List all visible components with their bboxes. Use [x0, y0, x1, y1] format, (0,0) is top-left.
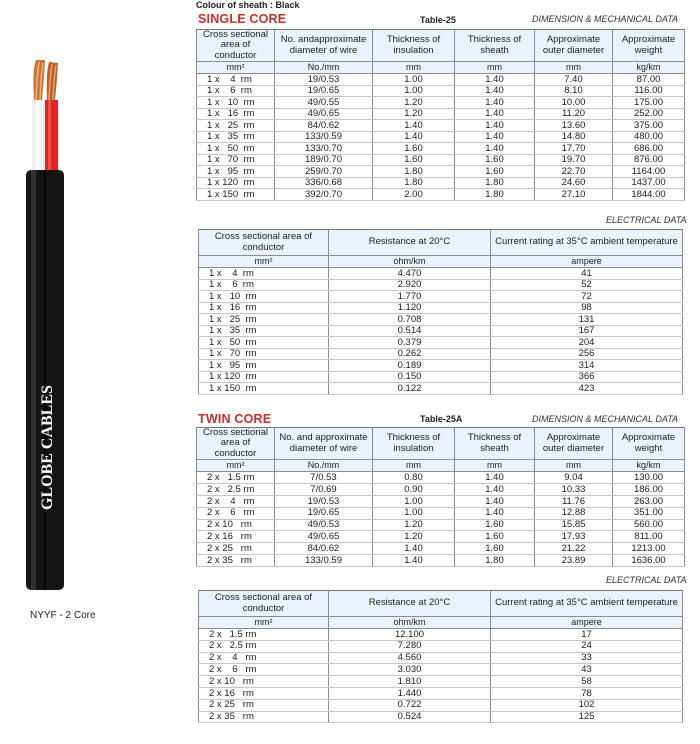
table-cell: 1.810	[329, 676, 491, 688]
table-row	[199, 325, 683, 337]
table-cell: 392/0.70	[275, 189, 373, 201]
table-cell: 2 x 4 rm	[197, 495, 275, 507]
table-cell: 1.20	[373, 519, 455, 531]
table-cell: 1.40	[455, 85, 535, 97]
table-row	[197, 108, 685, 120]
table-cell: 72	[491, 291, 683, 303]
table-cell: 252.00	[613, 108, 685, 120]
header-current-rating: Current rating at 35°C ambient temperature	[491, 230, 683, 256]
table-cell: 10.00	[535, 97, 613, 109]
table-cell: 125	[491, 711, 683, 723]
table-cell: 204	[491, 337, 683, 349]
table-row	[199, 302, 683, 314]
table-cell: 0.189	[329, 360, 491, 372]
table-cell: 8.10	[535, 85, 613, 97]
table-row	[197, 154, 685, 166]
table-row	[197, 495, 685, 507]
table-cell: 1 x 50 rm	[197, 143, 275, 155]
table-cell: 1.40	[455, 484, 535, 496]
table-cell: 2 x 1.5 rm	[199, 629, 329, 641]
table-cell: 1 x 35 rm	[199, 325, 329, 337]
table-cell: 133/0.59	[275, 131, 373, 143]
table-cell: 12.88	[535, 507, 613, 519]
cable-caption: NYYF - 2 Core	[30, 610, 96, 621]
table-row	[199, 383, 683, 395]
twin-core-electrical-table	[198, 590, 683, 723]
table-cell: 102	[491, 699, 683, 711]
table-cell: 1437.00	[613, 177, 685, 189]
sheath-colour-note: Colour of sheath : Black	[196, 0, 300, 10]
table-cell: 4.470	[329, 268, 491, 280]
table-cell: 1.20	[373, 97, 455, 109]
single-core-electrical-table	[198, 229, 683, 395]
table-cell: 0.708	[329, 314, 491, 326]
header-sheath: Thickness of sheath	[455, 428, 535, 460]
table-cell: 11.20	[535, 108, 613, 120]
table-cell: 1.40	[455, 74, 535, 86]
table-row	[199, 314, 683, 326]
table-cell: 1.770	[329, 291, 491, 303]
table-cell: 17.93	[535, 531, 613, 543]
table-cell: 1 x 6 rm	[199, 279, 329, 291]
table-cell: 19/0.65	[275, 85, 373, 97]
table-cell: 2 x 1.5 rm	[197, 472, 275, 484]
table-cell: 1.40	[455, 108, 535, 120]
table-cell: 1 x 10 rm	[197, 97, 275, 109]
table-cell: 336/0.68	[275, 177, 373, 189]
table-row	[199, 348, 683, 360]
table-cell: 130.00	[613, 472, 685, 484]
table-cell: 12.100	[329, 629, 491, 641]
table-cell: 1.60	[455, 531, 535, 543]
unit-cell: No./mm	[275, 62, 373, 74]
table-cell: 0.122	[329, 383, 491, 395]
table-cell: 1164.00	[613, 166, 685, 178]
table-row	[197, 131, 685, 143]
table-cell: 1.80	[455, 177, 535, 189]
table-cell: 116.00	[613, 85, 685, 97]
table-cell: 2.00	[373, 189, 455, 201]
table-cell: 2 x 4 rm	[199, 652, 329, 664]
unit-cell: kg/km	[613, 62, 685, 74]
table-row	[197, 189, 685, 201]
table-cell: 1.40	[455, 472, 535, 484]
table-cell: 2 x 16 rm	[199, 687, 329, 699]
twin-core-electrical-label: ELECTRICAL DATA	[606, 575, 687, 585]
single-core-mechanical-table	[196, 29, 685, 201]
table-row	[199, 664, 683, 676]
table-cell: 0.262	[329, 348, 491, 360]
table-cell: 2 x 25 rm	[199, 699, 329, 711]
single-core-title: SINGLE CORE	[198, 12, 287, 26]
table-cell: 19/0.53	[275, 74, 373, 86]
header-weight: Approximate weight	[613, 428, 685, 460]
table-row	[197, 519, 685, 531]
table-cell: 560.00	[613, 519, 685, 531]
table-row	[199, 629, 683, 641]
table-cell: 41	[491, 268, 683, 280]
table-cell: 22.70	[535, 166, 613, 178]
table-cell: 1.40	[373, 120, 455, 132]
header-weight: Approximate weight	[613, 30, 685, 62]
unit-cell: mm²	[199, 256, 329, 268]
table-cell: 480.00	[613, 131, 685, 143]
table-cell: 15.85	[535, 519, 613, 531]
table-row	[199, 687, 683, 699]
twin-core-title: TWIN CORE	[198, 412, 272, 426]
table-cell: 1636.00	[613, 554, 685, 566]
cable-illustration	[12, 60, 70, 590]
header-outer-diameter: Approximate outer diameter	[535, 30, 613, 62]
units-row	[197, 460, 685, 472]
table-cell: 259/0.70	[275, 166, 373, 178]
table-row	[199, 640, 683, 652]
table-cell: 1.40	[455, 97, 535, 109]
units-row	[197, 62, 685, 74]
table-cell: 7/0.69	[275, 484, 373, 496]
table-cell: 1213.00	[613, 543, 685, 555]
table-cell: 49/0.55	[275, 97, 373, 109]
table-cell: 2 x 6 rm	[199, 664, 329, 676]
table-cell: 10.33	[535, 484, 613, 496]
table-row	[199, 279, 683, 291]
table-cell: 23.89	[535, 554, 613, 566]
twin-core-mechanical-table	[196, 427, 685, 567]
table-row	[199, 652, 683, 664]
table-row	[199, 371, 683, 383]
table-cell: 19.70	[535, 154, 613, 166]
table-cell: 49/0.65	[275, 108, 373, 120]
table-row	[199, 699, 683, 711]
table-cell: 1 x 70 rm	[199, 348, 329, 360]
unit-cell: mm	[535, 460, 613, 472]
table-cell: 175.00	[613, 97, 685, 109]
table-row	[197, 531, 685, 543]
table-row	[197, 472, 685, 484]
unit-cell: mm	[535, 62, 613, 74]
table-cell: 2.920	[329, 279, 491, 291]
header-cross-section: Cross sectional area of conductor	[199, 230, 329, 256]
single-core-electrical-label: ELECTRICAL DATA	[606, 215, 687, 225]
header-insulation: Thickness of insulation	[373, 428, 455, 460]
table-cell: 58	[491, 676, 683, 688]
header-outer-diameter: Approximate outer diameter	[535, 428, 613, 460]
table-row	[197, 74, 685, 86]
table-cell: 4.560	[329, 652, 491, 664]
table-cell: 1.40	[373, 543, 455, 555]
single-core-dimension-label: DIMENSION & MECHANICAL DATA	[532, 14, 679, 24]
table-cell: 3.030	[329, 664, 491, 676]
header-sheath: Thickness of sheath	[455, 30, 535, 62]
table-cell: 133/0.70	[275, 143, 373, 155]
table-cell: 98	[491, 302, 683, 314]
table-cell: 7.40	[535, 74, 613, 86]
table-cell: 49/0.53	[275, 519, 373, 531]
table-cell: 2 x 10 rm	[199, 676, 329, 688]
table-cell: 263.00	[613, 495, 685, 507]
table-cell: 1.80	[373, 166, 455, 178]
header-cross-section: Cross sectional area of conductor	[199, 591, 329, 617]
table-cell: 1 x 95 rm	[197, 166, 275, 178]
unit-cell: No./mm	[275, 460, 373, 472]
unit-cell: mm	[373, 62, 455, 74]
red-core-insulation	[45, 100, 58, 170]
table-cell: 11.76	[535, 495, 613, 507]
table-row	[197, 543, 685, 555]
table-cell: 1.00	[373, 74, 455, 86]
table-row	[199, 291, 683, 303]
table-cell: 1.60	[455, 154, 535, 166]
copper-strands	[33, 60, 58, 100]
header-cross-section: Cross sectional area of conductor	[197, 428, 275, 460]
single-core-table-label: Table-25	[420, 15, 456, 25]
table-cell: 24	[491, 640, 683, 652]
twin-core-dimension-label: DIMENSION & MECHANICAL DATA	[532, 414, 679, 424]
table-cell: 0.514	[329, 325, 491, 337]
table-cell: 1.60	[373, 143, 455, 155]
table-cell: 131	[491, 314, 683, 326]
table-cell: 1.40	[455, 495, 535, 507]
table-cell: 2 x 2.5 rm	[199, 640, 329, 652]
table-cell: 1 x 16 rm	[197, 108, 275, 120]
header-wire: No. and approximate diameter of wire	[275, 428, 373, 460]
table-cell: 1.440	[329, 687, 491, 699]
table-cell: 17	[491, 629, 683, 641]
table-cell: 167	[491, 325, 683, 337]
table-cell: 1.60	[455, 543, 535, 555]
units-row	[199, 617, 683, 629]
table-cell: 1.20	[373, 108, 455, 120]
header-wire: No. andapproximate diameter of wire	[275, 30, 373, 62]
table-cell: 43	[491, 664, 683, 676]
table-cell: 375.00	[613, 120, 685, 132]
table-cell: 1.40	[455, 120, 535, 132]
table-cell: 1.40	[455, 143, 535, 155]
cable-image	[12, 60, 70, 590]
table-cell: 1 x 10 rm	[199, 291, 329, 303]
table-cell: 1.00	[373, 85, 455, 97]
table-cell: 811.00	[613, 531, 685, 543]
table-cell: 189/0.70	[275, 154, 373, 166]
table-cell: 84/0.62	[275, 120, 373, 132]
header-cross-section: Cross sectional area of conductor	[197, 30, 275, 62]
unit-cell: mm	[455, 460, 535, 472]
table-cell: 21.22	[535, 543, 613, 555]
table-cell: 1 x 120 rm	[197, 177, 275, 189]
table-cell: 1.40	[373, 131, 455, 143]
unit-cell: mm	[455, 62, 535, 74]
table-cell: 0.150	[329, 371, 491, 383]
table-cell: 87.00	[613, 74, 685, 86]
table-cell: 2 x 25 rm	[197, 543, 275, 555]
table-cell: 1 x 4 rm	[199, 268, 329, 280]
table-cell: 1 x 25 rm	[199, 314, 329, 326]
table-cell: 27.10	[535, 189, 613, 201]
unit-cell: mm²	[199, 617, 329, 629]
table-cell: 0.80	[373, 472, 455, 484]
table-cell: 1.00	[373, 495, 455, 507]
table-cell: 17.70	[535, 143, 613, 155]
table-cell: 2 x 16 rm	[197, 531, 275, 543]
table-cell: 314	[491, 360, 683, 372]
table-cell: 1 x 50 rm	[199, 337, 329, 349]
table-cell: 1.60	[455, 166, 535, 178]
table-cell: 1 x 16 rm	[199, 302, 329, 314]
table-row	[197, 554, 685, 566]
table-cell: 2 x 2.5 rm	[197, 484, 275, 496]
table-cell: 1.80	[455, 189, 535, 201]
unit-cell: mm	[373, 460, 455, 472]
table-cell: 1 x 4 rm	[197, 74, 275, 86]
table-cell: 49/0.65	[275, 531, 373, 543]
table-cell: 1 x 120 rm	[199, 371, 329, 383]
table-cell: 1.40	[373, 554, 455, 566]
table-cell: 1.40	[455, 507, 535, 519]
table-cell: 19/0.53	[275, 495, 373, 507]
table-cell: 19/0.65	[275, 507, 373, 519]
table-cell: 366	[491, 371, 683, 383]
twin-core-table-label: Table-25A	[420, 414, 463, 424]
table-cell: 78	[491, 687, 683, 699]
table-cell: 1 x 70 rm	[197, 154, 275, 166]
table-cell: 1.60	[373, 154, 455, 166]
table-cell: 2 x 10 rm	[197, 519, 275, 531]
table-cell: 0.722	[329, 699, 491, 711]
table-cell: 1.120	[329, 302, 491, 314]
table-row	[199, 711, 683, 723]
table-row	[197, 484, 685, 496]
table-cell: 1.80	[373, 177, 455, 189]
table-cell: 2 x 35 rm	[197, 554, 275, 566]
units-row	[199, 256, 683, 268]
table-row	[197, 507, 685, 519]
unit-cell: ohm/km	[329, 256, 491, 268]
table-cell: 686.00	[613, 143, 685, 155]
table-cell: 1.40	[455, 131, 535, 143]
table-cell: 1.80	[455, 554, 535, 566]
table-cell: 876.00	[613, 154, 685, 166]
table-cell: 7/0.53	[275, 472, 373, 484]
table-cell: 1 x 150 rm	[199, 383, 329, 395]
header-insulation: Thickness of insulation	[373, 30, 455, 62]
table-cell: 33	[491, 652, 683, 664]
table-cell: 1 x 35 rm	[197, 131, 275, 143]
table-cell: 423	[491, 383, 683, 395]
table-cell: 351.00	[613, 507, 685, 519]
table-cell: 1.60	[455, 519, 535, 531]
unit-cell: ampere	[491, 617, 683, 629]
table-cell: 1 x 150 rm	[197, 189, 275, 201]
unit-cell: kg/km	[613, 460, 685, 472]
table-cell: 9.04	[535, 472, 613, 484]
table-cell: 256	[491, 348, 683, 360]
unit-cell: mm²	[197, 460, 275, 472]
table-cell: 24.60	[535, 177, 613, 189]
table-row	[197, 120, 685, 132]
table-cell: 2 x 35 rm	[199, 711, 329, 723]
table-row	[197, 166, 685, 178]
table-cell: 0.379	[329, 337, 491, 349]
table-cell: 1 x 95 rm	[199, 360, 329, 372]
table-cell: 7.280	[329, 640, 491, 652]
table-cell: 133/0.59	[275, 554, 373, 566]
table-cell: 1 x 25 rm	[197, 120, 275, 132]
brand-name: GLOBE CABLES	[39, 385, 56, 510]
table-row	[197, 97, 685, 109]
table-cell: 1 x 6 rm	[197, 85, 275, 97]
table-row	[199, 676, 683, 688]
table-cell: 1.00	[373, 507, 455, 519]
table-row	[197, 177, 685, 189]
table-cell: 0.90	[373, 484, 455, 496]
table-cell: 84/0.62	[275, 543, 373, 555]
table-cell: 186.00	[613, 484, 685, 496]
table-cell: 0.524	[329, 711, 491, 723]
table-row	[199, 360, 683, 372]
table-row	[199, 337, 683, 349]
table-cell: 52	[491, 279, 683, 291]
table-cell: 2 x 6 rm	[197, 507, 275, 519]
table-cell: 14.80	[535, 131, 613, 143]
header-resistance: Resistance at 20°C	[329, 591, 491, 617]
unit-cell: ohm/km	[329, 617, 491, 629]
header-current-rating: Current rating at 35°C ambient temperature	[491, 591, 683, 617]
table-row	[197, 143, 685, 155]
table-row	[197, 85, 685, 97]
header-resistance: Resistance at 20°C	[329, 230, 491, 256]
table-row	[199, 268, 683, 280]
table-cell: 1.20	[373, 531, 455, 543]
table-cell: 13.60	[535, 120, 613, 132]
unit-cell: mm²	[197, 62, 275, 74]
table-cell: 1844.00	[613, 189, 685, 201]
unit-cell: ampere	[491, 256, 683, 268]
